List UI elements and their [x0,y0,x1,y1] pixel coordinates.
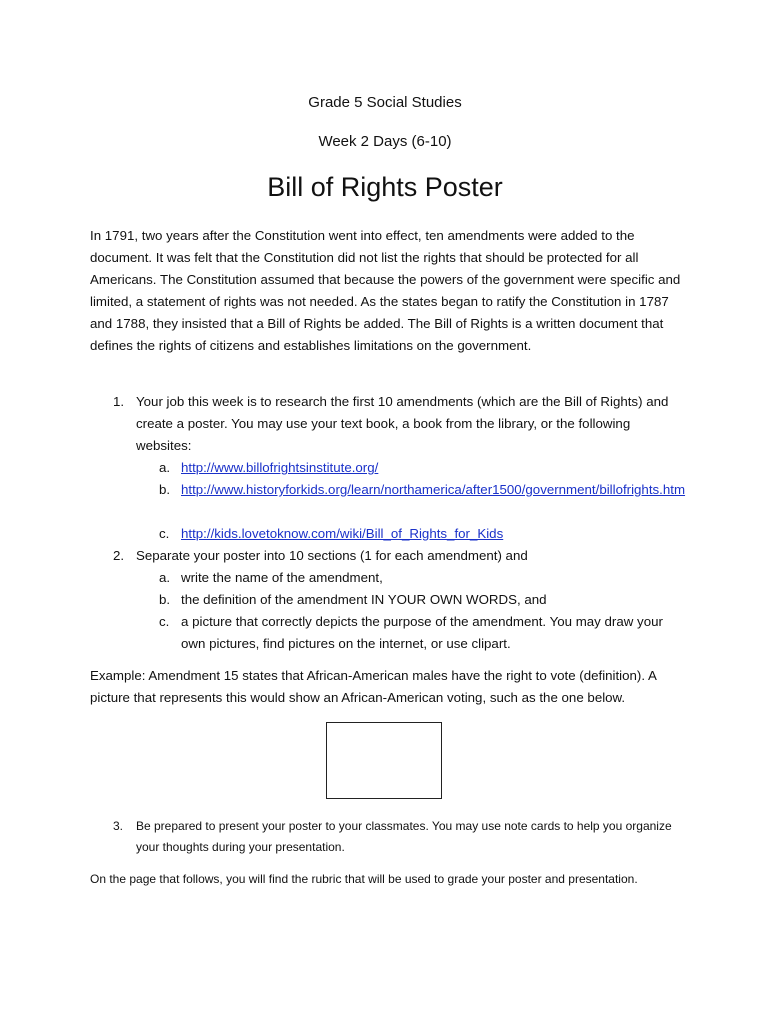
sub-item-b: the definition of the amendment IN YOUR OWN WORDS, and [181,592,547,607]
intro-paragraph: In 1791, two years after the Constitution went into effect, ten amendments were added to the document. It was felt that the Constitution did not list the rights that should be protected for all Americans. The Constitution assumed that because the powers of the government were specific and limited, a statement of rights was not needed. As the states began to ratify the Constitution in 1787 and 1788, they insisted that a Bill of Rights be added. The Bill of Rights is a written document that defines the rights of citizens and establishes limitations on the government. [90,228,681,353]
example-picture-placeholder [326,722,442,799]
link-lovetoknow[interactable]: http://kids.lovetoknow.com/wiki/Bill_of_Rights_for_Kids [181,526,504,541]
list-item-2-text: Separate your poster into 10 sections (1 for each amendment) and [136,548,528,563]
grade-heading: Grade 5 Social Studies [308,94,462,111]
link-letter-a: a. [159,460,171,475]
example-paragraph: Example: Amendment 15 states that African-American males have the right to vote (definition). A picture that represents this would show an African-American voting, such as the one below. [90,668,657,705]
link-historyforkids[interactable]: http://www.historyforkids.org/learn/northamerica/after1500/government/billofrights.htm [181,482,686,497]
list-number-1: 1. [113,394,125,409]
list-number-2: 2. [113,548,125,563]
link-letter-c: c. [159,526,170,541]
link-letter-b: b. [159,482,171,497]
sub-letter-b: b. [159,592,171,607]
closing-paragraph: On the page that follows, you will find the rubric that will be used to grade your poster and presentation. [90,872,638,886]
week-heading: Week 2 Days (6-10) [318,133,452,150]
sub-letter-a: a. [159,570,171,585]
list-item-3-text: Be prepared to present your poster to your classmates. You may use note cards to help you organize your thoughts during your presentation. [136,819,672,854]
list-number-3: 3. [113,819,124,833]
sub-item-c: a picture that correctly depicts the purpose of the amendment. You may draw your own pictures, find pictures on the internet, or use clipart. [181,614,663,651]
page-title: Bill of Rights Poster [267,172,503,202]
link-billofrightsinstitute[interactable]: http://www.billofrightsinstitute.org/ [181,460,379,475]
sub-letter-c: c. [159,614,170,629]
list-item-1-text: Your job this week is to research the first 10 amendments (which are the Bill of Rights) and create a poster. You may use your text book, a book from the library, or the following websites: [136,394,669,453]
sub-item-a: write the name of the amendment, [181,570,383,585]
